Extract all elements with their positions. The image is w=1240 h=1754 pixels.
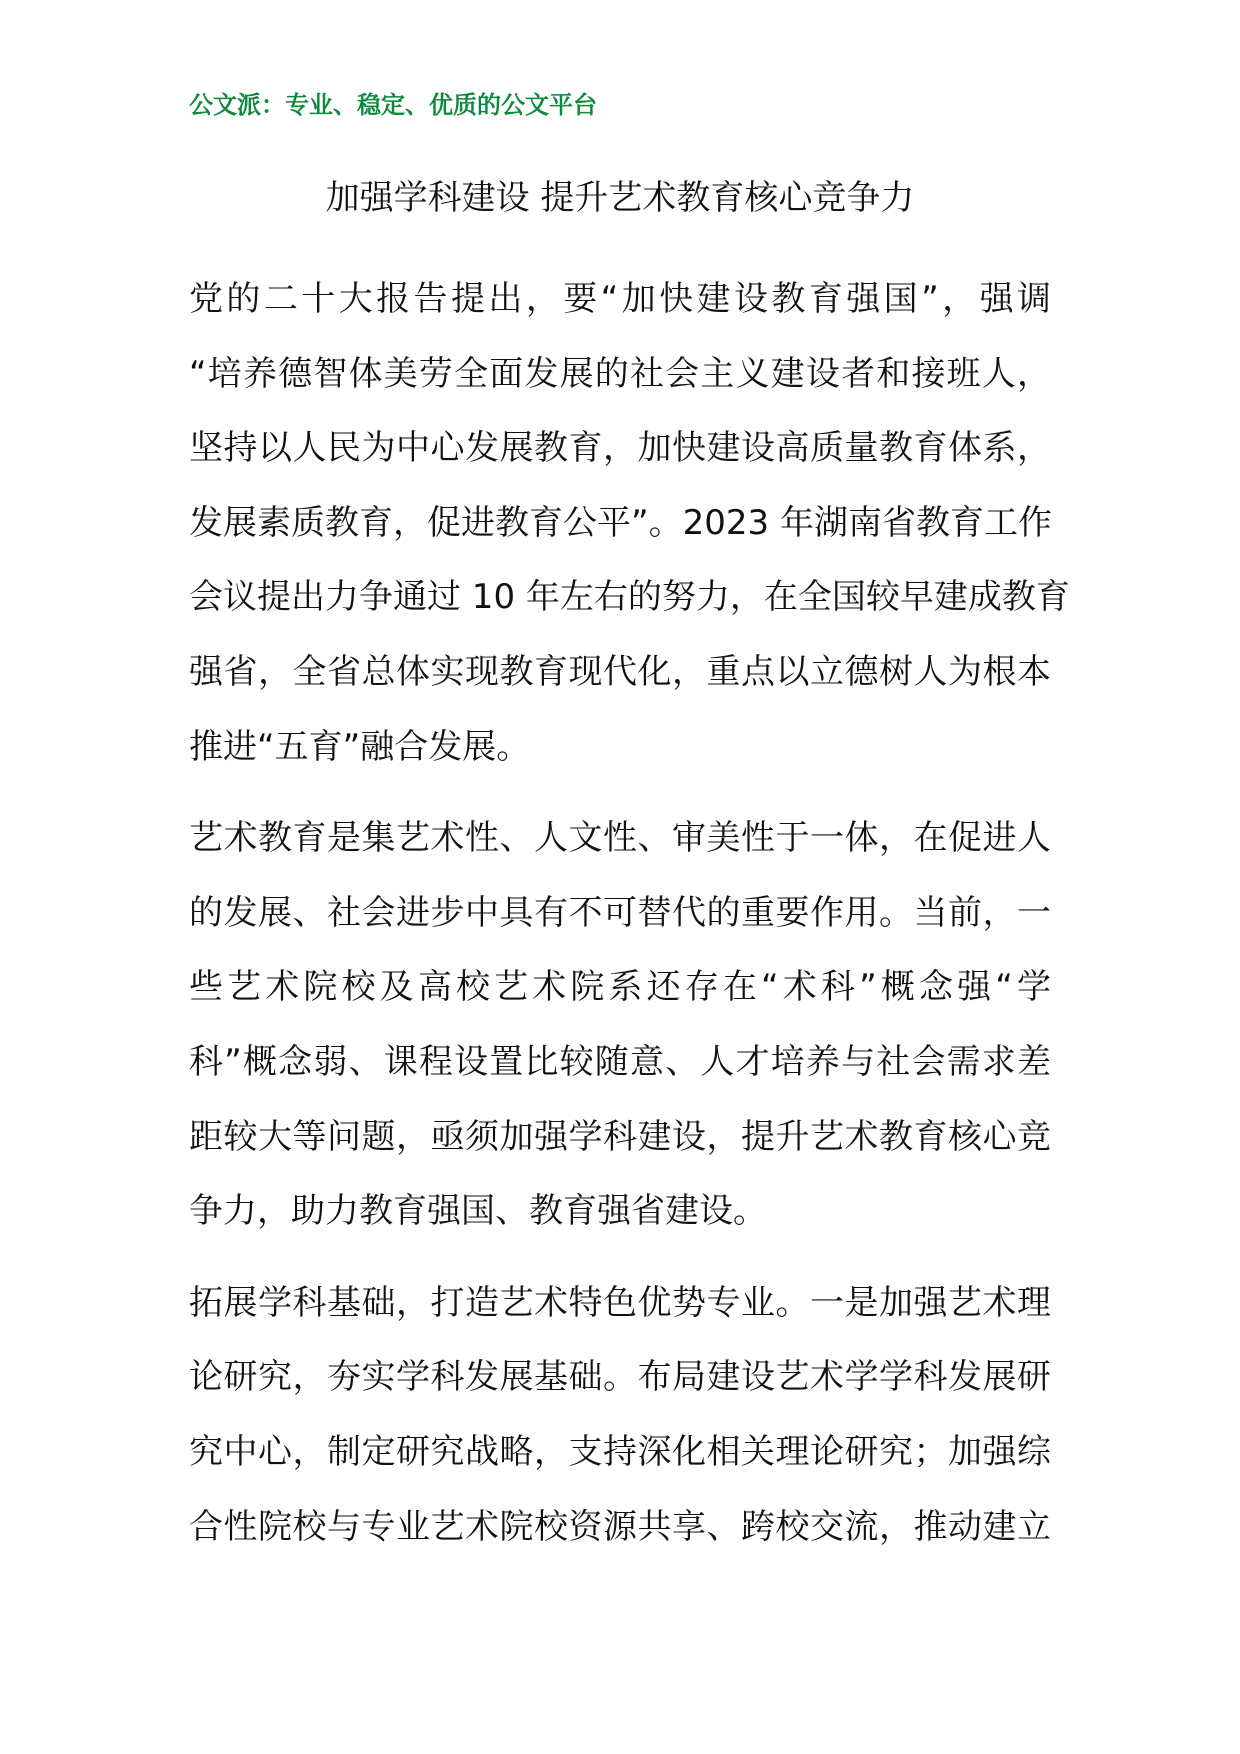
text-line: 党的二十大报告提出，要“加快建设教育强国”，强调 [189, 279, 1051, 319]
text-line: 争力，助力教育强国、教育强省建设。 [189, 1191, 767, 1232]
text-line: 究中心，制定研究战略，支持深化相关理论研究；加强综 [189, 1431, 1051, 1472]
text-line: 的发展、社会进步中具有不可替代的重要作用。当前，一 [189, 892, 1051, 933]
text-line: 拓展学科基础，打造艺术特色优势专业。一是加强艺术理 [189, 1282, 1051, 1323]
text-line: 科”概念弱、课程设置比较随意、人才培养与社会需求差 [189, 1041, 1051, 1082]
text-line: 坚持以人民为中心发展教育，加快建设高质量教育体系， [189, 428, 1051, 469]
paragraph [189, 801, 1051, 1249]
text-line: 合性院校与专业艺术院校资源共享、跨校交流，推动建立 [189, 1506, 1051, 1547]
document-body [189, 262, 1070, 1581]
text-line: 发展素质教育，促进教育公平”。2023 年湖南省教育工作 [189, 502, 1052, 543]
text-line: 强省，全省总体实现教育现代化，重点以立德树人为根本 [189, 651, 1051, 692]
paragraph [189, 1266, 1051, 1564]
text-line: 推进“五育”融合发展。 [189, 726, 531, 767]
text-line: 距较大等问题，亟须加强学科建设，提升艺术教育核心竞 [189, 1116, 1051, 1157]
text-line: 会议提出力争通过 10 年左右的努力，在全国较早建成教育 [189, 577, 1070, 618]
header-banner: 公文派：专业、稳定、优质的公文平台 [189, 91, 597, 119]
text-line: “培养德智体美劳全面发展的社会主义建设者和接班人， [189, 353, 1051, 394]
text-line: 艺术教育是集艺术性、人文性、审美性于一体，在促进人 [189, 818, 1051, 859]
text-line: 论研究，夯实学科发展基础。布局建设艺术学学科发展研 [189, 1357, 1051, 1398]
paragraph [189, 262, 1070, 784]
text-line: 些艺术院校及高校艺术院系还存在“术科”概念强“学 [189, 967, 1051, 1008]
document-title: 加强学科建设 提升艺术教育核心竞争力 [325, 178, 915, 218]
